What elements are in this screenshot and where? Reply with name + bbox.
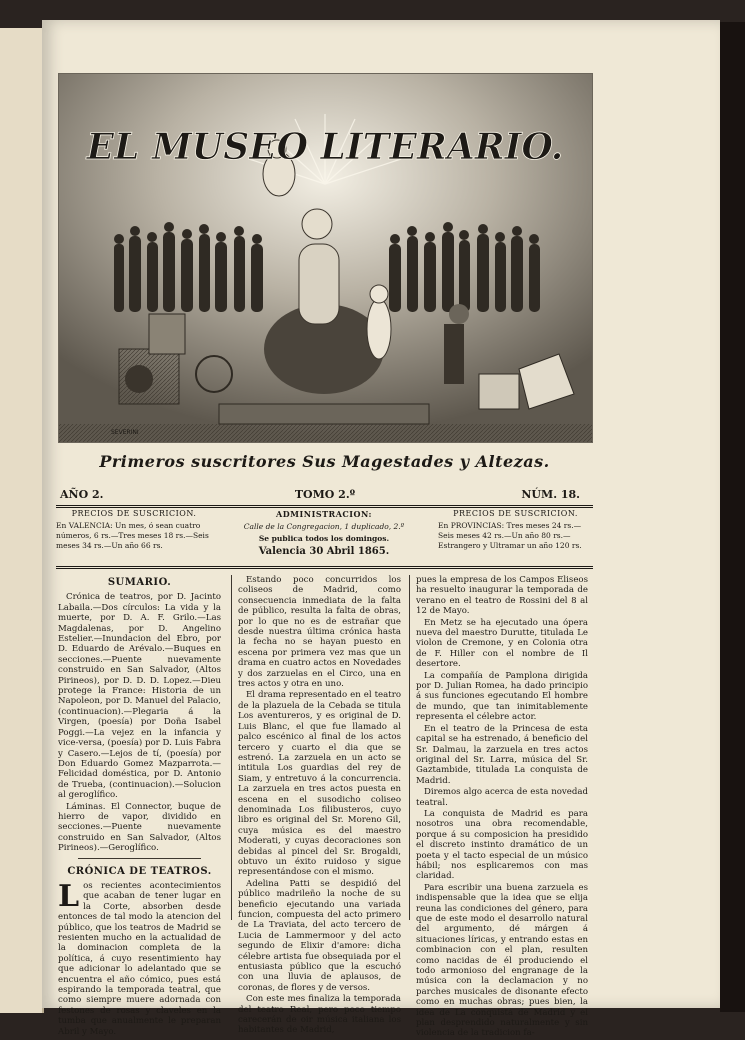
cronica-title: CRÓNICA DE TEATROS. xyxy=(67,865,212,877)
col2-paragraph-1: Estando poco concurridos los coliseos de Madrid, como consecuencia inmediata de la falta de público, resulta la falta de obras, por lo que no es de estrañar que desde nuestra última crónica hasta la fecha no se hayan puesto en escena por primera vez mas que un drama en cuatro actos en Novedades y dos zarzuelas en el Circo, una en tres actos y otra en uno. xyxy=(238,575,401,690)
masthead-title: EL MUSEO LITERARIO. xyxy=(86,126,564,168)
administration-title: ADMINISTRACION: xyxy=(276,509,372,519)
masthead-subtitle: Primeros suscritores Sus Magestades y Altezas. xyxy=(99,452,550,471)
col3-paragraph-3: La compañía de Pamplona dirigida por D. Julian Romea, ha dado principio á sus funciones egecutando El hombre de mundo, que tan inimitablemente representa el célebre actor. xyxy=(416,670,588,723)
column-2 xyxy=(238,575,401,1037)
column-divider-1 xyxy=(231,575,232,920)
sumario-text: Crónica de teatros, por D. Jacinto Labaila.—Dos círculos: La vida y la muerte, por D. A. F. Grilo.—Las Magdalenas, por D. Angelino Estelier.—Inundacion del Ebro, por D. Eduardo de Arévalo.—Buques en secciones.—Puente nuevamente construido en San Salvador, (Altos Pirineos), por D. D. D. Lopez.—Dieu protege la France: Historia de un Napoleon, por D. Manuel del Palacio, (continuacion).—Plegaria á la Virgen, (poesía) por Doña Isabel Poggi.—La vejez en la infancia y vice-versa, (poesía) por D. Luis Fabra y Casero.—Lejos de tí, (poesía) por Don Eduardo Gomez Mazparrota.—Felicidad doméstica, por D. Antonio de Trueba, (continuacion).—Solucion al geroglífico. xyxy=(58,592,221,801)
top-rule-2 xyxy=(56,507,593,508)
issue-number: NÚM. 18. xyxy=(521,488,580,501)
engraver-signature: SEVERINI xyxy=(111,429,139,436)
prices-valencia-title: PRECIOS DE SUSCRICION. xyxy=(71,509,197,518)
top-rule xyxy=(56,505,593,506)
issue-tomo: TOMO 2.º xyxy=(294,488,356,501)
col2-paragraph-2: El drama representado en el teatro de la plazuela de la Cebada se titula Los aventureros, y es original de D. Luis Blanc, el que fue llamado al palco escénico al final de los actos tercero y cuarto el dia que se estrenó. La zarzuela en un acto se intitula Los guardias del rey de Siam, y entretuvo á la concurrencia. La zarzuela en tres actos puesta en escena en el susodicho coliseo denominada Los filibusteros, cuyo libro es original del Sr. Moreno Gil, cuya música es del maestro Moderati, y cuyas decoraciones son debidas al pincel del Sr. Brogaldi, obtuvo un éxito ruidoso y sigue representándose con el mismo. xyxy=(238,690,401,878)
header-bottom-rule xyxy=(56,566,593,567)
subscription-info xyxy=(56,509,593,563)
prices-valencia-text: En VALENCIA: Un mes, ó sean cuatro números, 6 rs.—Tres meses 18 rs.—Seis meses 34 rs.—Un año 66 rs. xyxy=(56,521,209,550)
prices-provinces-text: En PROVINCIAS: Tres meses 24 rs.—Seis meses 42 rs.—Un año 80 rs.—Estrangero y Ultramar un año 120 rs. xyxy=(438,521,582,550)
col2-paragraph-3: Adelina Patti se despidió del público madrileño la noche de su beneficio ejecutando una variada funcion, compuesta del acto primero de La Traviata, del acto tercero de Lucia de Lammermoor y del acto segundo de Elixir d'amore: dicha célebre artista fue obsequiada por el entusiasta público que la escuchó con una lluvia de aplausos, de coronas, de flores y de versos. xyxy=(238,878,401,993)
administration-address: Calle de la Congregacion, 1 duplicado, 2.º xyxy=(243,522,405,531)
section-divider xyxy=(78,858,201,859)
publication-note: Se publica todos los domingos. xyxy=(258,534,390,543)
laminas-text: Láminas. El Connector, buque de hierro de vapor, dividido en secciones.—Puente nuevamente construido en San Salvador, (Altos Pirineos).—Geroglífico. xyxy=(58,801,221,854)
col3-paragraph-4: En el teatro de la Princesa de esta capital se ha estrenado, á beneficio del Sr. Dalmau, la zarzuela en tres actos original del Sr. Larra, música del Sr. Gaztambide, titulada La conquista de Madrid. xyxy=(416,723,588,786)
masthead-engraving xyxy=(58,73,593,443)
col3-paragraph-2: En Metz se ha ejecutado una ópera nueva del maestro Durutte, titulada Le violon de Cremone, y en Colonia otra de F. Hiller con el nombre de Il desertore. xyxy=(416,617,588,670)
drop-cap: L xyxy=(58,878,80,914)
sumario-title: SUMARIO. xyxy=(107,577,172,588)
issue-year: AÑO 2. xyxy=(60,488,104,501)
column-divider-2 xyxy=(409,575,410,920)
column-3 xyxy=(416,575,588,1040)
administration xyxy=(214,509,434,557)
issue-info-row xyxy=(60,488,590,504)
prices-provinces xyxy=(438,509,593,551)
previous-page-edge xyxy=(0,28,44,1013)
masthead-illustration xyxy=(59,74,592,442)
column-1 xyxy=(58,575,221,1038)
prices-valencia xyxy=(56,509,212,551)
col3-paragraph-6: La conquista de Madrid es para nosotros una obra recomendable, porque á su composicion ha presidido el discreto instinto dramático de un poeta y el tacto especial de un músico hábil; nos esplicaremos con mas claridad. xyxy=(416,808,588,882)
col2-paragraph-4: Con este mes finaliza la temporada del teatro Real, pero poco tiempo carecerán de oir música italiana los habitantes de Madrid, xyxy=(238,994,401,1036)
col3-paragraph-7: Para escribir una buena zarzuela es indispensable que la idea que se elija reuna las condiciones del género, para que de este modo el desarrollo natural del argumento, dé márgen á situaciones líricas, y entrando estas en combinacion con el plan, resulten como nacidas de él produciendo el todo armonioso del engranage de la música con la declamacion y no parches musicales de disonante efecto como en muchas obras; pues bien, la idea de La conquista de Madrid y el plan desprendido naturalmente y sin violencia de la tradicion fa- xyxy=(416,882,588,1039)
prices-provinces-title: PRECIOS DE SUSCRICION. xyxy=(453,509,578,518)
issue-date: Valencia 30 Abril 1865. xyxy=(258,546,390,557)
book-edge xyxy=(720,22,745,1012)
header-bottom-rule-2 xyxy=(56,568,593,569)
col3-paragraph-1: pues la empresa de los Campos Eliseos ha resuelto inaugurar la temporada de verano en el teatro de Rossini del 8 al 12 de Mayo. xyxy=(416,575,588,617)
cronica-text: os recientes acontecimientos que acaban de tener lugar en la Corte, absorben desde entonces de tal modo la atencion del público, que los teatros de Madrid se resienten mucho en la actualidad de la dominacion completa de la política, á cuyo resentimiento hay que adicionar lo adelantado que se encuentra el año cómico, pues está espirando la temporada teatral, que como siempre muere adornada con festones de rosas y claveles en la tumba que anualmente le preparan Abril y Mayo. xyxy=(58,880,221,1037)
col3-paragraph-5: Diremos algo acerca de esta novedad teatral. xyxy=(416,787,588,808)
